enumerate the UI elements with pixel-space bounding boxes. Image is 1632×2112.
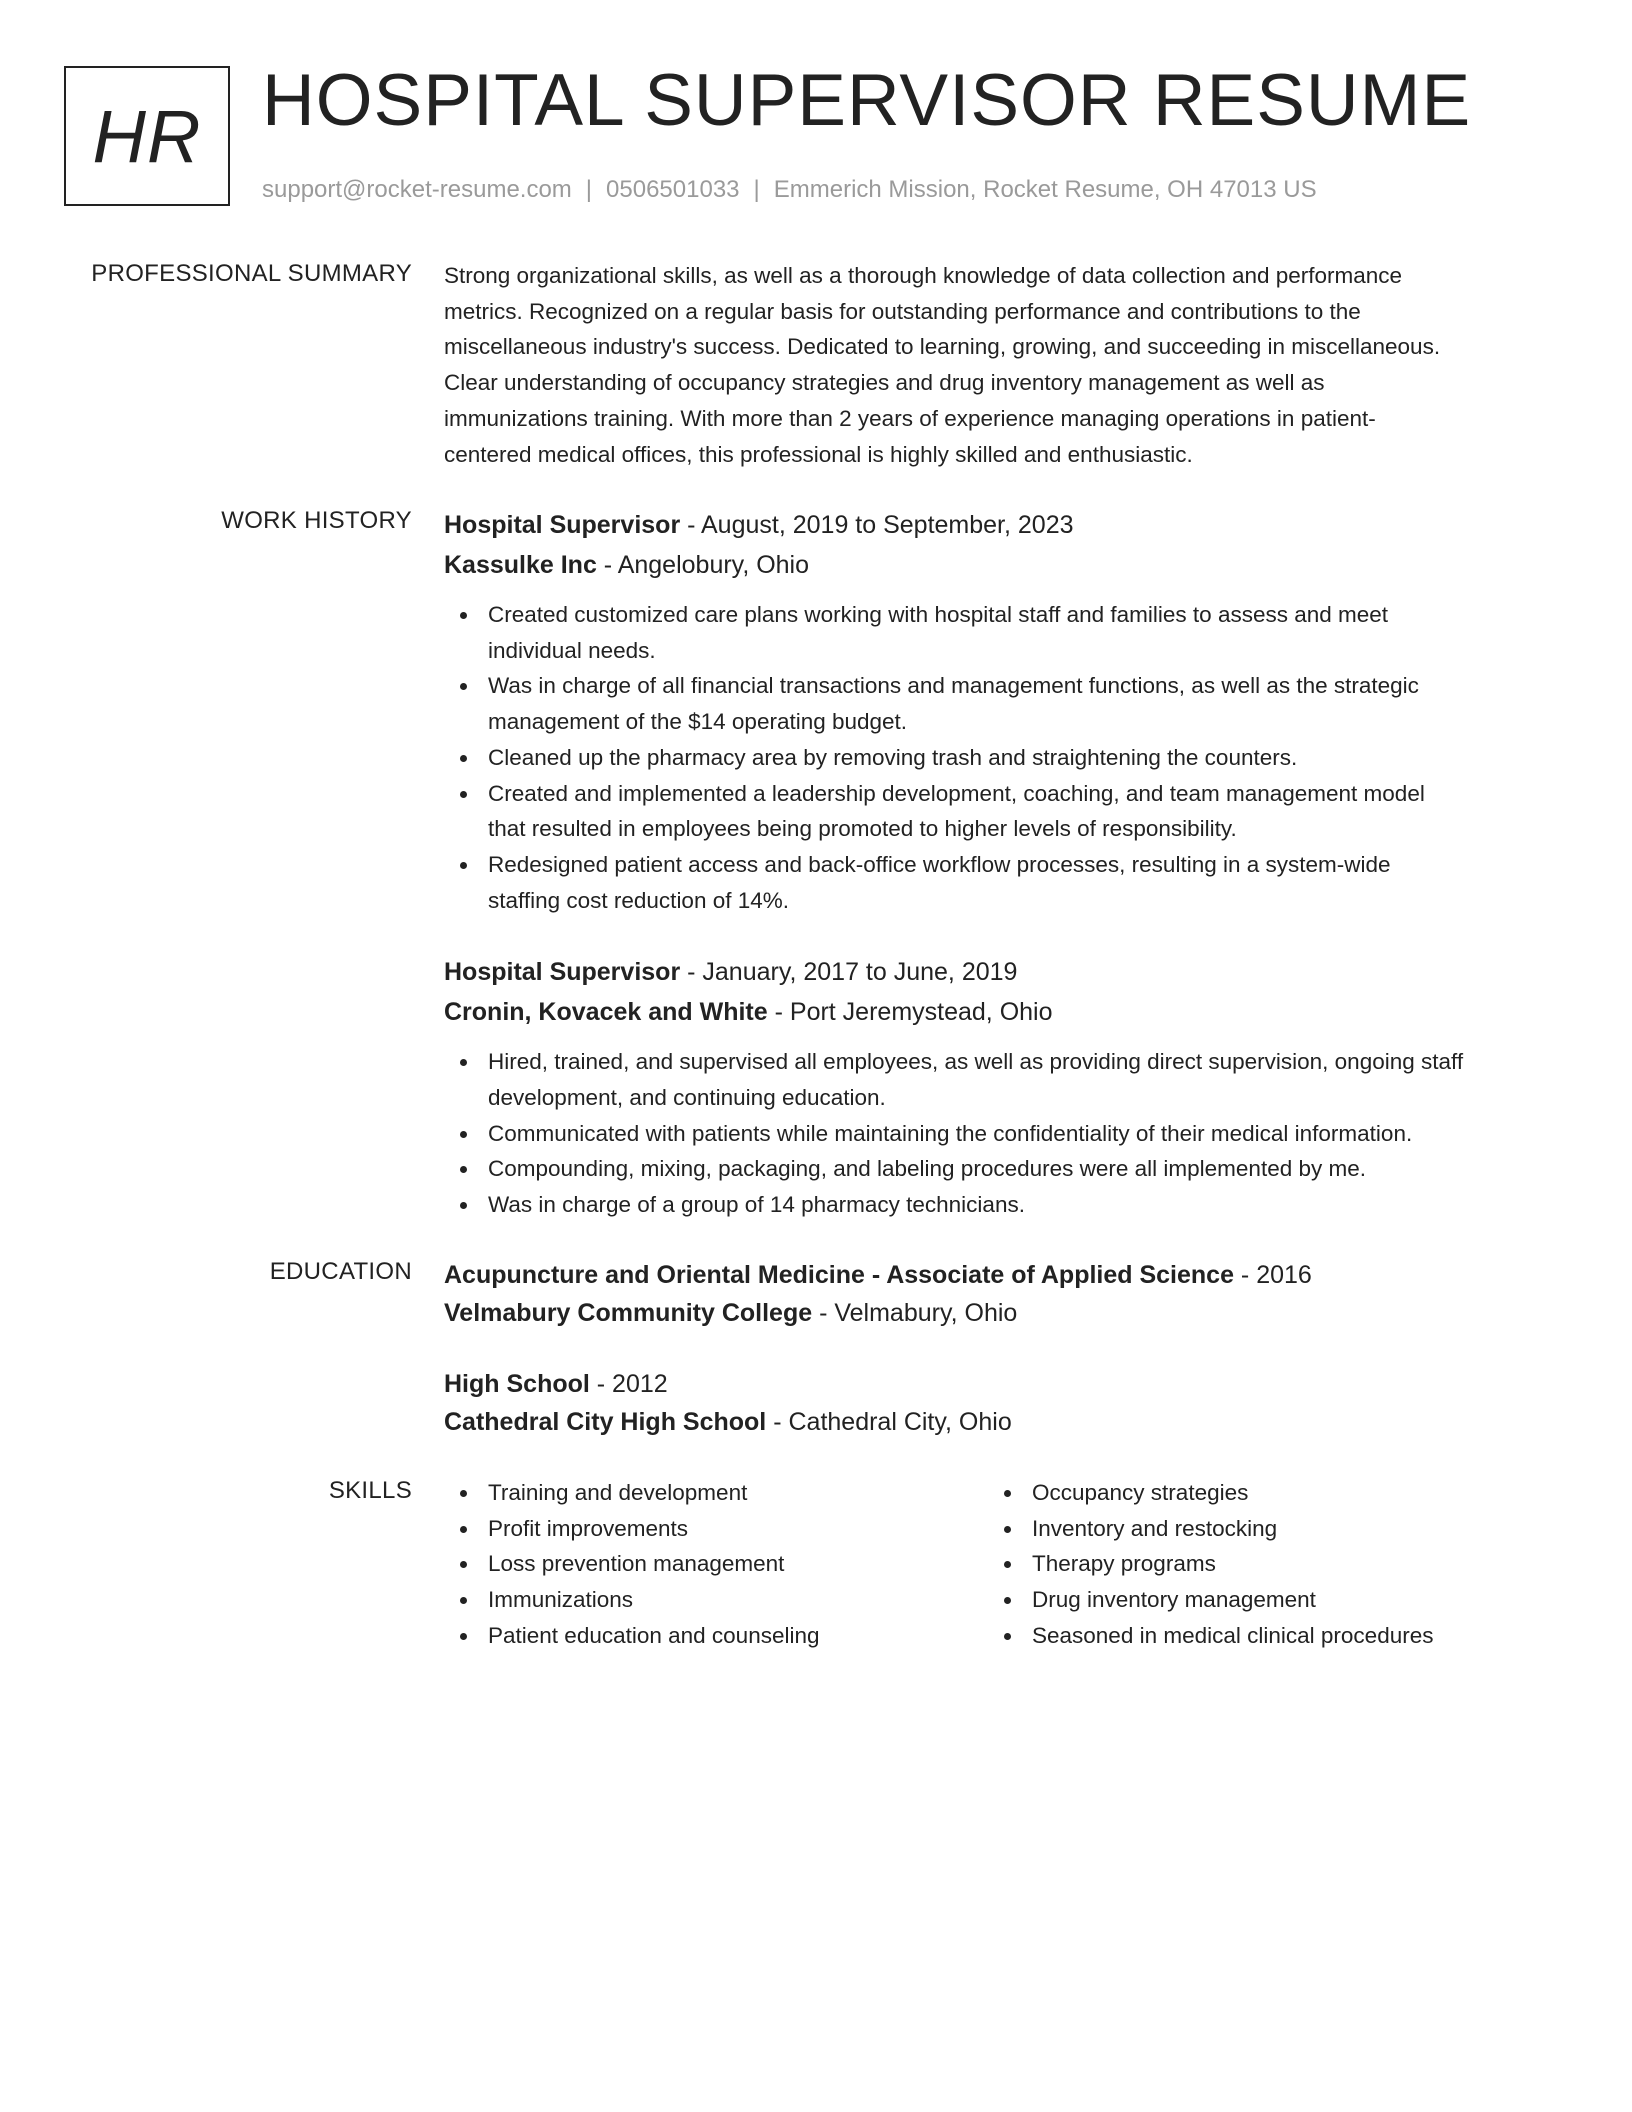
job-company: Cronin, Kovacek and White — [444, 998, 768, 1027]
education-year: - 2016 — [1233, 1261, 1312, 1289]
job-location: - Port Jeremystead, Ohio — [767, 998, 1053, 1027]
skill-item: Drug inventory management — [988, 1582, 1528, 1618]
contact-line — [262, 174, 1317, 206]
contact-email: support@rocket-resume.com — [262, 176, 572, 203]
contact-phone: 0506501033 — [606, 176, 740, 203]
job-title: Hospital Supervisor — [444, 511, 681, 539]
contact-separator: | — [753, 176, 760, 203]
section-label-education: EDUCATION — [269, 1258, 412, 1285]
education-degree-line — [444, 1365, 1556, 1403]
skill-item: Training and development — [444, 1475, 984, 1511]
summary-text — [444, 258, 1556, 472]
job-entry — [444, 952, 1556, 1223]
summary-line: immunizations training. With more than 2 years of experience managing operations in patient- — [444, 405, 1376, 431]
skills-column-right — [988, 1475, 1528, 1654]
summary-line: metrics. Recognized on a regular basis for outstanding performance and contributions to the — [444, 298, 1361, 324]
summary-body — [444, 258, 1556, 472]
education-school: Cathedral City High School — [444, 1408, 767, 1436]
job-entry — [444, 505, 1556, 918]
job-bullet: Communicated with patients while maintaining the confidentiality of their medical information. — [444, 1116, 1556, 1152]
education-entry — [444, 1365, 1556, 1441]
job-bullet: Compounding, mixing, packaging, and labeling procedures were all implemented by me. — [444, 1151, 1556, 1187]
skill-item: Patient education and counseling — [444, 1618, 984, 1654]
job-company: Kassulke Inc — [444, 551, 597, 579]
education-degree: High School — [444, 1370, 590, 1398]
skills-list — [988, 1475, 1528, 1654]
job-bullet: Was in charge of all financial transactions and management functions, as well as the strategic management of the $14 operating budget. — [444, 668, 1556, 739]
job-bullets — [444, 1044, 1556, 1223]
education-school-line — [444, 1403, 1556, 1441]
summary-line: centered medical offices, this professional is highly skilled and enthusiastic. — [444, 441, 1193, 467]
skill-item: Occupancy strategies — [988, 1475, 1528, 1511]
job-bullet: Cleaned up the pharmacy area by removing trash and straightening the counters. — [444, 740, 1556, 776]
summary-line: Clear understanding of occupancy strategies and drug inventory management as well as — [444, 370, 1325, 396]
skill-item: Inventory and restocking — [988, 1511, 1528, 1547]
job-bullet: Created and implemented a leadership development, coaching, and team management model that resulted in employees being promoted to higher levels of responsibility. — [444, 776, 1556, 847]
job-title-line — [444, 505, 1556, 545]
job-company-line — [444, 992, 1556, 1032]
section-label-skills: SKILLS — [328, 1477, 412, 1504]
education-entry — [444, 1256, 1556, 1332]
job-company-line — [444, 545, 1556, 585]
contact-separator: | — [585, 176, 593, 203]
skills-column-left — [444, 1475, 984, 1654]
job-bullet: Redesigned patient access and back-office workflow processes, resulting in a system-wide staffing cost reduction of 14%. — [444, 847, 1556, 918]
skills-list — [444, 1475, 984, 1654]
contact-address: Emmerich Mission, Rocket Resume, OH 47013 US — [773, 176, 1317, 203]
skill-item: Therapy programs — [988, 1546, 1528, 1582]
section-label-work-history: WORK HISTORY — [221, 507, 412, 534]
education-school-line — [444, 1294, 1556, 1332]
job-bullets — [444, 597, 1556, 918]
education-school: Velmabury Community College — [444, 1299, 813, 1327]
summary-line: Strong organizational skills, as well as a thorough knowledge of data collection and performance — [444, 263, 1403, 288]
job-title-line — [444, 952, 1556, 992]
job-bullet: Created customized care plans working with hospital staff and families to assess and meet individual needs. — [444, 597, 1556, 668]
job-dates: - August, 2019 to September, 2023 — [680, 511, 1074, 539]
education-degree-line — [444, 1256, 1556, 1294]
resume-title: HOSPITAL SUPERVISOR RESUME — [262, 60, 1472, 141]
section-label-summary: PROFESSIONAL SUMMARY — [91, 260, 412, 287]
job-location: - Angelobury, Ohio — [596, 551, 810, 579]
skill-item: Seasoned in medical clinical procedures — [988, 1618, 1528, 1654]
education-degree: Acupuncture and Oriental Medicine - Associate of Applied Science — [444, 1261, 1234, 1289]
skill-item: Profit improvements — [444, 1511, 984, 1547]
job-dates: - January, 2017 to June, 2019 — [680, 958, 1018, 987]
job-bullet: Was in charge of a group of 14 pharmacy technicians. — [444, 1187, 1556, 1223]
job-title: Hospital Supervisor — [444, 958, 681, 987]
education-location: - Cathedral City, Ohio — [766, 1408, 1012, 1436]
education-year: - 2012 — [589, 1370, 668, 1398]
skill-item: Immunizations — [444, 1582, 984, 1618]
work-history-body — [444, 505, 1556, 1223]
summary-line: miscellaneous industry's success. Dedicated to learning, growing, and succeeding in miscellaneous. — [444, 334, 1441, 360]
job-bullet: Hired, trained, and supervised all employees, as well as providing direct supervision, ongoing staff development, and continuing education. — [444, 1044, 1556, 1115]
monogram-logo: HR — [64, 66, 230, 206]
education-body — [444, 1256, 1556, 1441]
skill-item: Loss prevention management — [444, 1546, 984, 1582]
education-location: - Velmabury, Ohio — [812, 1299, 1018, 1327]
